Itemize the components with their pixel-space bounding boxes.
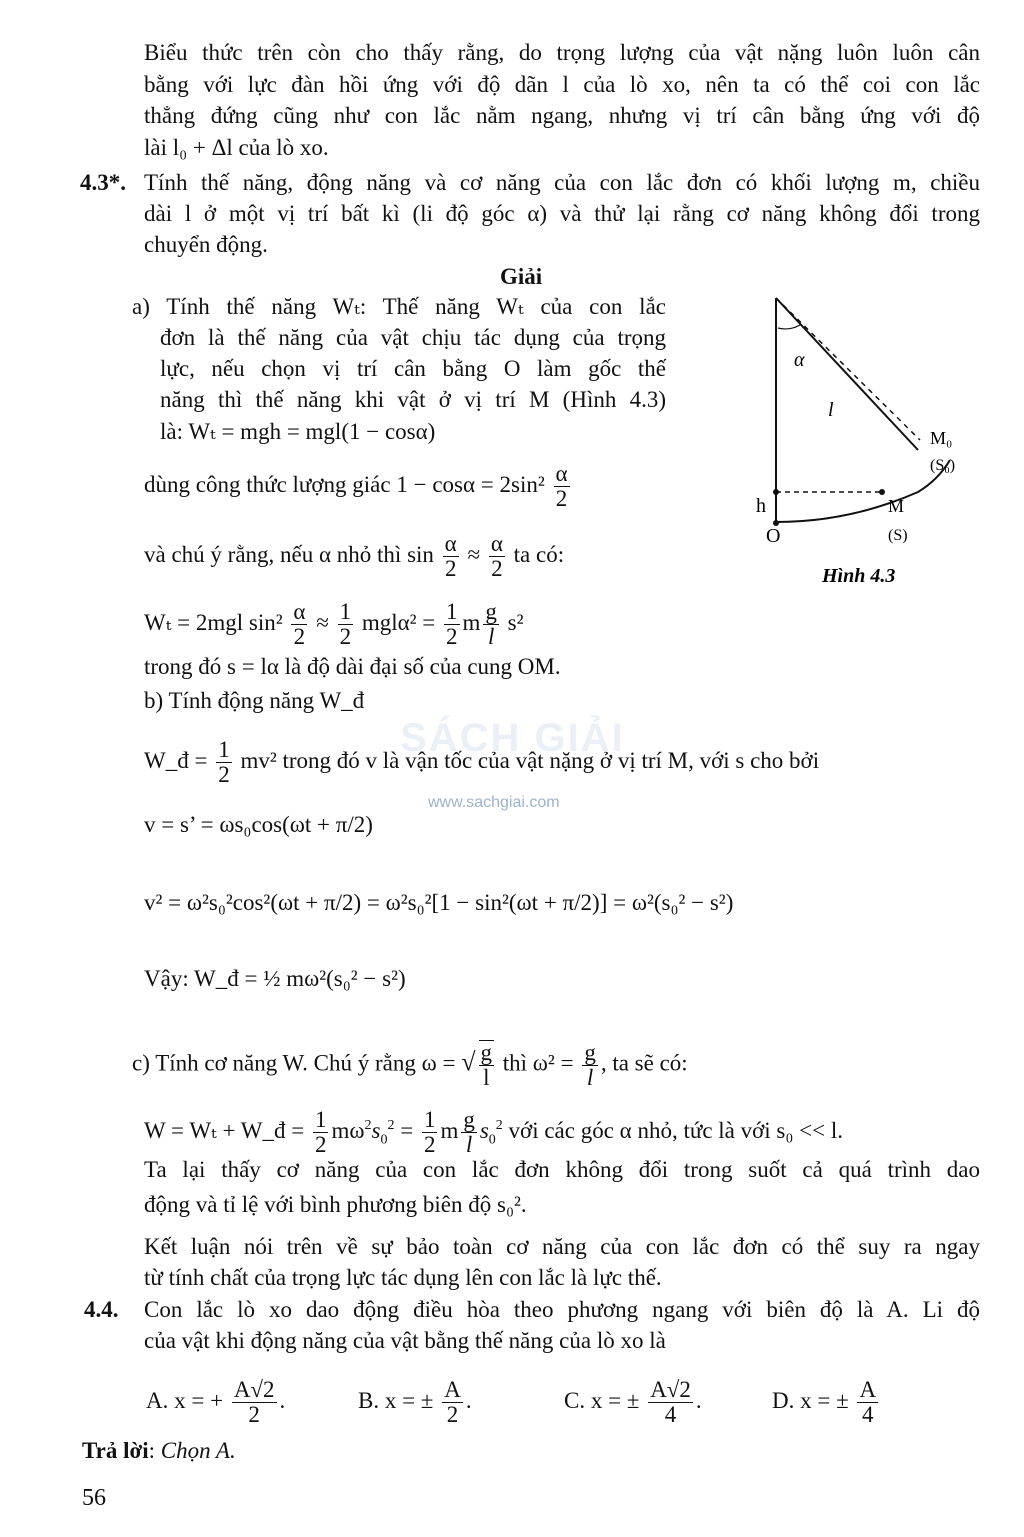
solution-a-line-6 [144,462,573,511]
solution-c-line-2: W = Wₜ + W_đ = $\frac{1}{2}$ $m\omega^2s_0^2$ = $\frac{1}{2}$ m $\frac{g}{l}$ $s_0^2$ với các góc α nhỏ, tức là với s₀ << l. [144,1107,843,1157]
label-o: O [766,525,781,547]
omega-text: c) Tính cơ năng W. Chú ý rằng ω = [132,1050,456,1076]
kinetic-energy-text: mv² trong đó v là vận tốc của vật nặng ở vị trí M, với s cho bởi [240,747,820,773]
option-c-denominator: 4 [664,1402,677,1427]
watermark-url: www.sachgiai.com [428,794,560,811]
intro-line-3: thẳng đứng cũng như con lắc nằm ngang, nhưng vị trí cân bằng ứng với độ [144,103,980,128]
label-m: M [888,496,905,516]
angle-arc [778,325,800,329]
label-m0: M₀ [930,428,953,448]
intro-line-2: bằng với lực đàn hồi ứng với độ dãn l của lò xo, nên ta có thể coi con lắc [144,72,980,97]
frac-alpha-over-2: $\frac{\alpha}{2}$ [490,531,503,581]
solution-a-line-2: đơn là thế năng của vật chịu tác dụng của trọng [160,325,666,350]
intro-line-1: Biểu thức trên còn cho thấy rằng, do trọng lượng của vật nặng luôn luôn cân [144,40,980,65]
solution-b-line-2 [144,738,819,787]
omega-mid: thì ω² = [502,1050,574,1076]
mass-m [879,489,885,495]
page-number: 56 [82,1485,106,1511]
solution-a-line-9: trong đó s = lα là độ dài đại số của cung OM. [144,654,561,679]
potential-energy-lhs: Wₜ = 2mgl sin² [144,609,283,635]
velocity-equation: v = s’ = ωs₀cos(ωt + π/2) [144,812,373,837]
problem-4-3-line-1: Tính thế năng, động năng và cơ năng của con lắc đơn có khối lượng m, chiều [144,170,980,195]
problem-4-4-line-2: của vật khi động năng của vật bằng thế năng của lò xo là [144,1328,666,1353]
option-d-label: D. x = ± [772,1387,849,1413]
figure-pendulum [740,290,990,590]
total-energy-text: với các góc α nhỏ, tức là với s₀ << l. [508,1117,843,1143]
solution-a-line-5: là: Wₜ = mgh = mgl(1 − cosα) [160,419,436,444]
trajectory-arc [776,460,950,522]
label-h: h [756,495,766,517]
option-b-denominator: 2 [446,1402,459,1427]
frac-alpha-over-2: $\frac{\alpha}{2}$ [293,599,306,649]
total-energy-lhs: W = Wₜ + W_đ = [144,1117,305,1143]
option-c-numerator: A√2 [650,1377,691,1402]
omega-end: , ta sẽ có: [600,1050,688,1076]
solution-a-line-7: và chú ý rằng, nếu α nhỏ thì sin $\frac{\alpha}{2}$ ≈ $\frac{\alpha}{2}$ ta có: [144,531,565,581]
frac-one-half: $\frac{1}{2}$ [218,737,230,787]
velocity-squared-equation: v² = ω²s₀²cos²(ωt + π/2) = ω²s₀²[1 − sin²(ωt + π/2)] = ω²(s₀² − s²) [144,890,734,915]
answer-value: Chọn A. [160,1438,236,1463]
kinetic-energy-result: Vậy: W_đ = ½ mω²(s₀² − s²) [144,966,406,991]
trig-identity-text: dùng công thức lượng giác 1 − cosα = 2sin² [144,471,545,497]
frac-alpha-over-2: $\frac{\alpha}{2}$ [555,461,568,511]
solution-heading: Giải [500,264,543,289]
option-d [772,1378,881,1427]
option-d-denominator: 4 [862,1402,874,1427]
small-angle-end: ta có: [513,541,565,567]
solution-c-line-5: Kết luận nói trên về sự bảo toàn cơ năng của con lắc đơn có thể suy ra ngay [144,1234,980,1259]
intro-line-4: lài l₀ + Δl của lò xo. [144,135,329,160]
solution-c-line-3: Ta lại thấy cơ năng của con lắc đơn không đổi trong suốt cả quá trình dao [144,1157,980,1182]
frac-g-over-l: $\frac{g}{l}$ [485,599,497,649]
potential-energy-mid: mglα² = [361,609,436,635]
option-d-fraction [857,1378,878,1427]
figure-caption: Hình 4.3 [822,565,896,587]
option-b-numerator: A [444,1377,461,1402]
problem-4-3-line-2: dài l ở một vị trí bất kì (li độ góc α) và thử lại rằng cơ năng không đổi trong [144,201,980,226]
kinetic-energy-lhs: W_đ = [144,747,208,773]
option-a-denominator: 2 [248,1402,260,1427]
frac-g-over-l: $\frac{g}{l}$ [463,1107,475,1157]
label-l: l [828,399,834,421]
frac-alpha-over-2: $\frac{\alpha}{2}$ [444,531,457,581]
option-c: C. x = ± $\frac{A√2}{4}$ . [564,1377,702,1427]
solution-c-line-6: từ tính chất của trọng lực tác dụng lên con lắc là lực thế. [144,1265,662,1290]
frac-one-half: $\frac{1}{2}$ [446,599,458,649]
option-b-label: B. x = ± [358,1387,434,1413]
answer-label: Trả lời [82,1438,149,1463]
small-angle-text: và chú ý rằng, nếu α nhỏ thì sin [144,541,434,567]
problem-4-4-line-1: Con lắc lò xo dao động điều hòa theo phương ngang với biên độ là A. Li độ [144,1297,980,1322]
solution-a-line-4: năng thì thế năng khi vật ở vị trí M (Hình 4.3) [160,387,666,412]
problem-4-3-line-3: chuyển động. [144,232,268,257]
option-c-label: C. x = ± [564,1387,640,1413]
option-a-label: A. x = + [146,1387,224,1413]
label-s: (S) [888,527,908,544]
frac-one-half: $\frac{1}{2}$ [423,1107,436,1157]
solution-a-line-3: lực, nếu chọn vị trí cân bằng O làm gốc thế [160,356,666,381]
option-a-numerator: A√2 [233,1377,275,1402]
solution-c-line-1: c) Tính cơ năng W. Chú ý rằng ω = √ $\frac{g}{l}$ thì ω² = $\frac{g}{l}$ , ta sẽ có: [132,1039,688,1090]
problem-4-3-number: 4.3*. [80,170,126,195]
frac-g-over-l: $\frac{g}{l}$ [584,1039,596,1090]
option-c-fraction [648,1378,693,1427]
pendulum-string [776,298,918,450]
frac-one-half: $\frac{1}{2}$ [339,599,352,649]
option-d-numerator: A [859,1377,877,1402]
solution-c-line-4: động và tỉ lệ với bình phương biên độ s₀². [144,1192,527,1217]
frac-one-half: $\frac{1}{2}$ [314,1107,327,1157]
solution-b-line-1: b) Tính động năng W_đ [144,688,365,713]
label-alpha: α [794,349,805,371]
solution-a-line-1: a) Tính thế năng Wₜ: Thế năng Wₜ của con lắc [132,294,666,319]
option-a: A. x = + $\frac{A√2}{2}$ . [146,1377,286,1427]
solution-a-line-8: Wₜ = 2mgl sin² $\frac{\alpha}{2}$ ≈ $\frac{1}{2}$ mglα² = $\frac{1}{2}$ m $\frac{g}{l}$ s² [144,599,524,649]
label-s0: (S₀) [930,457,956,474]
watermark-logo: SÁCH GIẢI [400,716,625,760]
option-b: B. x = ± $\frac{A}{2}$ . [358,1377,472,1427]
height-dot [773,489,779,495]
frac-g-over-l: $\frac{g}{l}$ [480,1040,493,1090]
option-b-fraction [442,1378,463,1427]
potential-energy-end: s² [507,609,524,635]
option-a-fraction [232,1378,277,1427]
answer-line: Trả lời: Chọn A. [82,1438,236,1463]
problem-4-4-number: 4.4. [84,1297,119,1322]
